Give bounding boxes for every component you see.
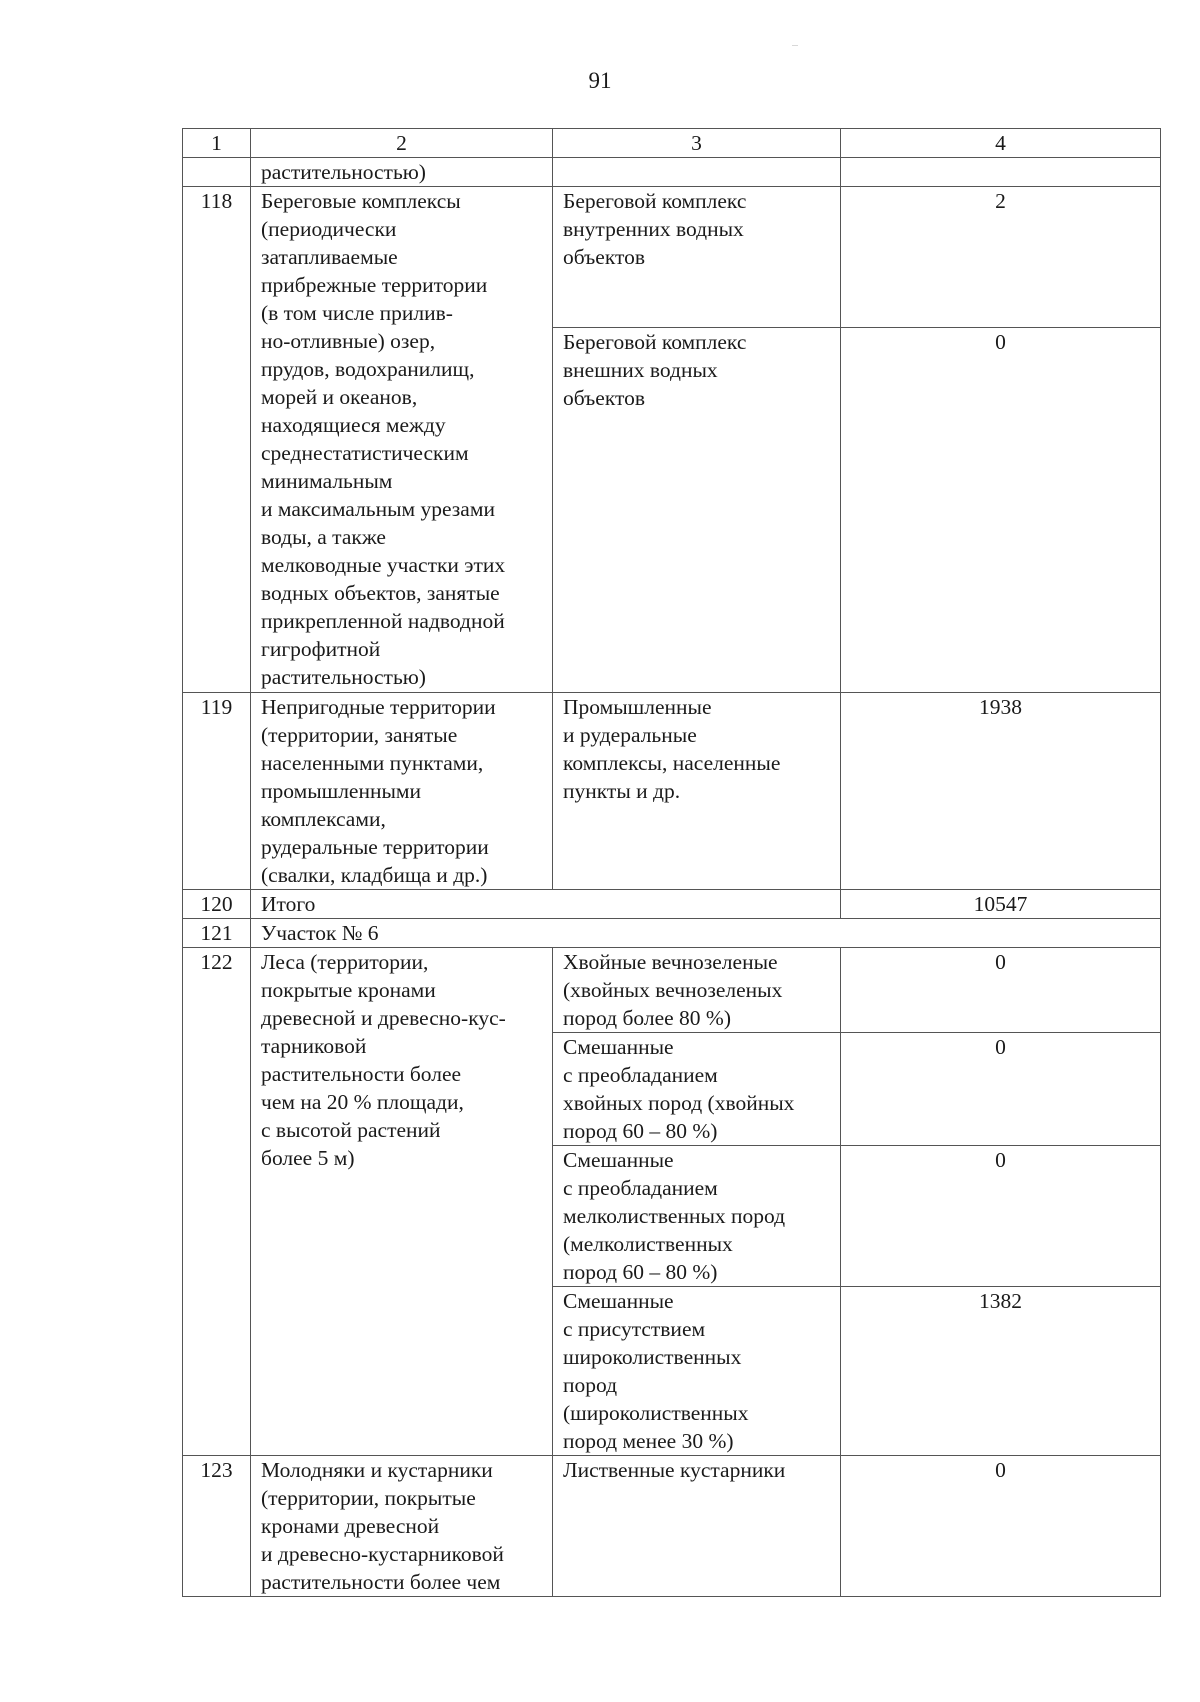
row-name: Береговые комплексы (периодически затапливаемые прибрежные территории (в том числе прилив- но-отливные) озер, прудов, водохранилищ, морей и океанов, находящиеся между среднестатистическим минимальным и максимальным урезами воды, а также мелководные участки этих водных объектов, занятые прикрепленной надводной гигрофитной растительностью) [251, 187, 553, 693]
row-name: Непригодные территории (территории, занятые населенными пунктами, промышленными комплексами, рудеральные территории (свалки, кладбища и др.) [251, 693, 553, 890]
row-value: 0 [841, 1033, 1161, 1146]
row-type: Хвойные вечнозеленые (хвойных вечнозеленых пород более 80 %) [553, 948, 841, 1033]
row-value: 10547 [841, 890, 1161, 919]
table-row-123 [183, 1456, 1161, 1597]
row-type: Береговой комплекс внешних водных объектов [553, 328, 841, 693]
row-value: 1938 [841, 693, 1161, 890]
page-number: 91 [588, 68, 612, 93]
table-row-119 [183, 693, 1161, 890]
row-number: 119 [183, 693, 251, 890]
row-value: 0 [841, 948, 1161, 1033]
row-type: Береговой комплекс внутренних водных объектов [553, 187, 841, 328]
header-col-3: 3 [553, 129, 841, 158]
header-col-1: 1 [183, 129, 251, 158]
row-number: 122 [183, 948, 251, 1456]
row-number [183, 158, 251, 187]
row-name: Молодняки и кустарники (территории, покрытые кронами древесной и древесно-кустарниковой растительности более чем [251, 1456, 553, 1597]
data-table [182, 128, 1161, 1597]
table-row-continuation [183, 158, 1161, 187]
row-type: Лиственные кустарники [553, 1456, 841, 1597]
table-row-122 [183, 948, 1161, 1033]
header-col-4: 4 [841, 129, 1161, 158]
row-type: Смешанные с преобладанием хвойных пород (хвойных пород 60 – 80 %) [553, 1033, 841, 1146]
table-row-120 [183, 890, 1161, 919]
row-value [841, 158, 1161, 187]
row-type: Промышленные и рудеральные комплексы, населенные пункты и др. [553, 693, 841, 890]
row-type: Смешанные с преобладанием мелколиственных пород (мелколиственных пород 60 – 80 %) [553, 1146, 841, 1287]
row-value: 0 [841, 1456, 1161, 1597]
table-row-121 [183, 919, 1161, 948]
row-number: 123 [183, 1456, 251, 1597]
table-header-row [183, 129, 1161, 158]
row-value: 0 [841, 328, 1161, 693]
row-value: 2 [841, 187, 1161, 328]
row-name: Итого [251, 890, 841, 919]
row-number: 120 [183, 890, 251, 919]
row-number: 121 [183, 919, 251, 948]
row-number: 118 [183, 187, 251, 693]
header-col-2: 2 [251, 129, 553, 158]
scan-artifact [792, 45, 798, 46]
row-name: растительностью) [251, 158, 553, 187]
row-name: Леса (территории, покрытые кронами древесной и древесно-кус- тарниковой растительности более чем на 20 % площади, с высотой растений более 5 м) [251, 948, 553, 1456]
row-type [553, 158, 841, 187]
row-name: Участок № 6 [251, 919, 1161, 948]
table-row-118 [183, 187, 1161, 328]
row-type: Смешанные с присутствием широколиственных пород (широколиственных пород менее 30 %) [553, 1287, 841, 1456]
row-value: 0 [841, 1146, 1161, 1287]
row-value: 1382 [841, 1287, 1161, 1456]
